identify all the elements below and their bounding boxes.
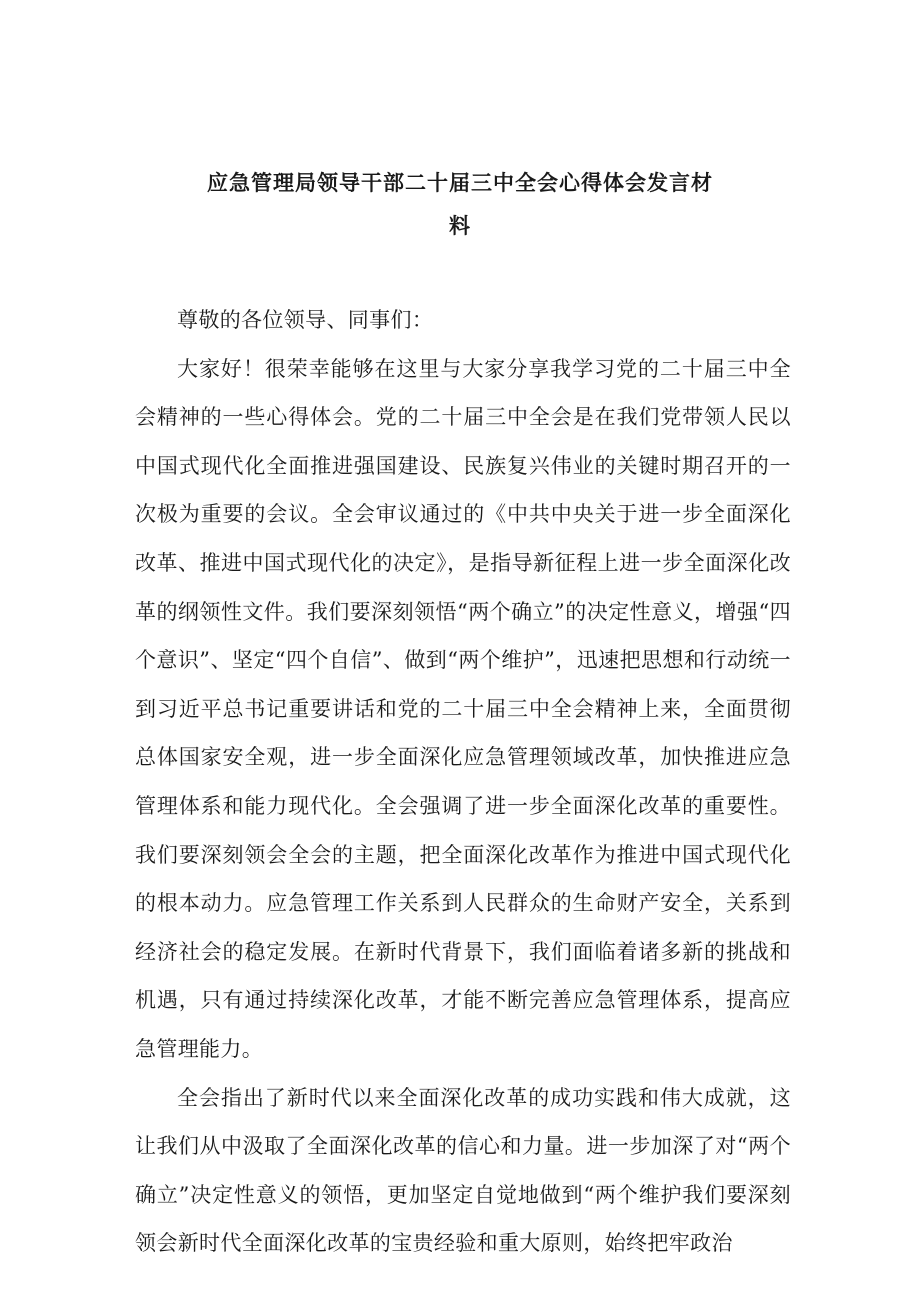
document-title bbox=[130, 162, 790, 248]
document-body bbox=[135, 296, 791, 1268]
salutation: 尊敬的各位领导、同事们： bbox=[177, 308, 434, 332]
paragraph-1: 大家好！很荣幸能够在这里与大家分享我学习党的二十届三中全会精神的一些心得体会。党的二十届三中全会是在我们党带领人民以中国式现代化全面推进强国建设、民族复兴伟业的关键时期召开的一次极为重要的会议。全会审议通过的《中共中央关于进一步全面深化改革、推进中国式现代化的决定》，是指导新征程上进一步全面深化改革的纲领性文件。我们要深刻领悟“两个确立”的决定性意义，增强“四个意识”、坚定“四个自信”、做到“两个维护”，迅速把思想和行动统一到习近平总书记重要讲话和党的二十届三中全会精神上来，全面贯彻总体国家安全观，进一步全面深化应急管理领域改革，加快推进应急管理体系和能力现代化。全会强调了进一步全面深化改革的重要性。我们要深刻领会全会的主题，把全面深化改革作为推进中国式现代化的根本动力。应急管理工作关系到人民群众的生命财产安全，关系到经济社会的稳定发展。在新时代背景下，我们面临着诸多新的挑战和机遇，只有通过持续深化改革，才能不断完善应急管理体系，提高应急管理能力。 bbox=[135, 356, 791, 1061]
title-line-1: 应急管理局领导干部二十届三中全会心得体会发言材 bbox=[207, 171, 713, 195]
paragraph-2: 全会指出了新时代以来全面深化改革的成功实践和伟大成就，这让我们从中汲取了全面深化改革的信心和力量。进一步加深了对“两个确立”决定性意义的领悟，更加坚定自觉地做到“两个维护我们要深刻领会新时代全面深化改革的宝贵经验和重大原则，始终把牢政治 bbox=[135, 1085, 791, 1256]
title-line-2: 料 bbox=[449, 214, 471, 238]
